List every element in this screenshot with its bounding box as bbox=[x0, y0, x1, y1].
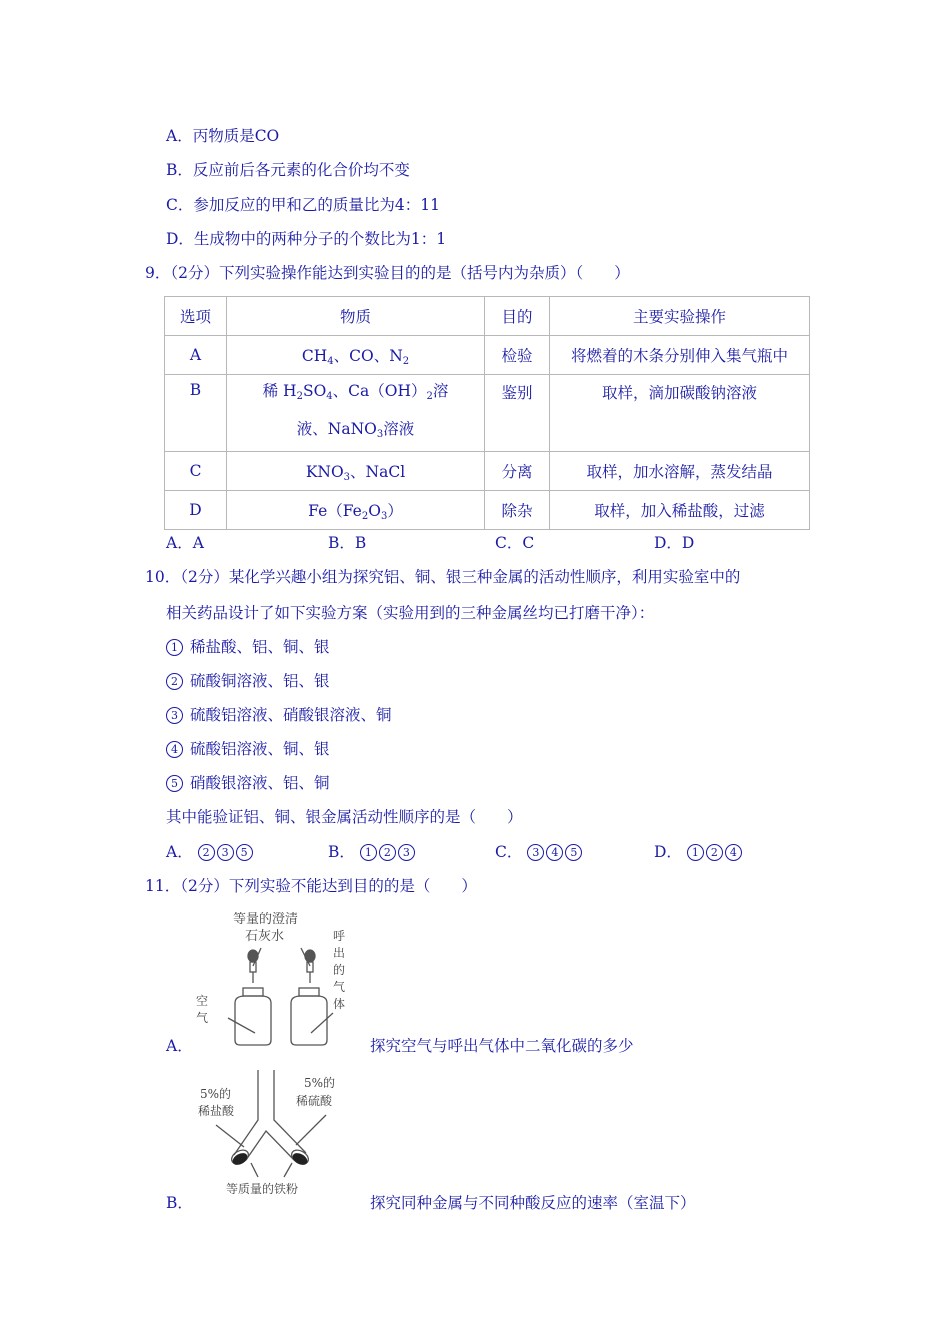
row-substance: $CH_4$、CO、$N_2$ bbox=[227, 336, 485, 375]
q10-scheme bbox=[166, 739, 329, 759]
q9-table bbox=[164, 296, 810, 530]
q11-figure-a bbox=[193, 908, 346, 1053]
row-goal: 鉴别 bbox=[485, 375, 550, 452]
q11-option-b-letter: B． bbox=[166, 1194, 193, 1212]
bottle-icon bbox=[228, 988, 271, 1045]
q11-option-a-text: 探究空气与呼出气体中二氧化碳的多少 bbox=[370, 1037, 634, 1055]
q10-answer-a bbox=[166, 842, 255, 862]
q8-option-d: D．生成物中的两种分子的个数比为1：1 bbox=[166, 230, 447, 248]
row-goal: 检验 bbox=[485, 336, 550, 375]
q11-figure-b bbox=[196, 1065, 356, 1200]
table-row bbox=[165, 375, 810, 452]
circled-number: 1 bbox=[687, 844, 704, 861]
row-option: B bbox=[165, 375, 227, 452]
row-goal: 分离 bbox=[485, 452, 550, 491]
row-operation: 将燃着的木条分别伸入集气瓶中 bbox=[550, 336, 810, 375]
fig-b-bottom: 等质量的铁粉 bbox=[226, 1182, 299, 1196]
circled-number: 2 bbox=[198, 844, 215, 861]
q9-answer-a: A．A bbox=[166, 534, 204, 552]
circled-number: 3 bbox=[527, 844, 544, 861]
fig-a-left-char: 空 bbox=[196, 994, 209, 1008]
fig-a-right-char: 的 bbox=[333, 963, 346, 977]
fig-a-label-top2: 石灰水 bbox=[245, 929, 285, 944]
row-substance: $Fe(Fe_2O_3)$ bbox=[227, 491, 485, 530]
circled-number: 4 bbox=[546, 844, 563, 861]
scheme-text: 稀盐酸、铝、铜、银 bbox=[189, 638, 330, 656]
circled-number: 1 bbox=[166, 639, 183, 656]
fig-a-right-char: 出 bbox=[333, 946, 346, 960]
q9-answer-b: B．B bbox=[328, 534, 367, 552]
q8-option-a: A．丙物质是CO bbox=[166, 127, 280, 145]
scheme-text: 硫酸铜溶液、铝、银 bbox=[189, 672, 330, 690]
fig-b-right2: 稀硫酸 bbox=[296, 1094, 333, 1108]
row-operation: 取样，加水溶解，蒸发结晶 bbox=[550, 452, 810, 491]
q10-answer-c bbox=[495, 842, 584, 862]
q9-stem: 9．（2分）下列实验操作能达到实验目的的是（括号内为杂质）（ ） bbox=[145, 264, 630, 282]
circled-number: 4 bbox=[725, 844, 742, 861]
q10-stem-line1: 10．（2分）某化学兴趣小组为探究铝、铜、银三种金属的活动性顺序，利用实验室中的 bbox=[145, 568, 741, 586]
circled-number: 3 bbox=[217, 844, 234, 861]
circled-number: 3 bbox=[166, 707, 183, 724]
fig-b-left2: 稀盐酸 bbox=[198, 1104, 235, 1118]
circled-number: 4 bbox=[166, 741, 183, 758]
q11-option-b-text: 探究同种金属与不同种酸反应的速率（室温下） bbox=[370, 1194, 696, 1212]
bottle-icon bbox=[291, 988, 333, 1045]
table-row bbox=[165, 452, 810, 491]
iron-powder-left bbox=[231, 1151, 250, 1168]
q9-answer-c: C．C bbox=[495, 534, 535, 552]
dropper-icon bbox=[301, 948, 315, 983]
fig-a-right-char: 呼 bbox=[333, 929, 346, 943]
row-operation: 取样，滴加碳酸钠溶液 bbox=[550, 375, 810, 452]
circled-number: 5 bbox=[166, 775, 183, 792]
row-substance: $KNO_3$、NaCl bbox=[227, 452, 485, 491]
header-substance: 物质 bbox=[227, 297, 485, 336]
answer-letter: C． bbox=[495, 843, 523, 861]
q10-scheme bbox=[166, 773, 329, 793]
circled-number: 2 bbox=[379, 844, 396, 861]
fig-a-left-char: 气 bbox=[196, 1011, 209, 1025]
q10-answer-b bbox=[328, 842, 417, 862]
dropper-icon bbox=[248, 948, 261, 983]
circled-number: 5 bbox=[236, 844, 253, 861]
circled-number: 5 bbox=[565, 844, 582, 861]
scheme-text: 硫酸铝溶液、铜、银 bbox=[189, 740, 330, 758]
q10-question: 其中能验证铝、铜、银金属活动性顺序的是（ ） bbox=[166, 808, 523, 826]
q10-stem-line2: 相关药品设计了如下实验方案（实验用到的三种金属丝均已打磨干净）： bbox=[166, 604, 655, 622]
q10-scheme bbox=[166, 637, 329, 657]
row-operation: 取样，加入稀盐酸，过滤 bbox=[550, 491, 810, 530]
table-row bbox=[165, 336, 810, 375]
iron-powder-right bbox=[291, 1151, 310, 1168]
circled-number: 2 bbox=[706, 844, 723, 861]
header-option: 选项 bbox=[165, 297, 227, 336]
scheme-text: 硝酸银溶液、铝、铜 bbox=[189, 774, 330, 792]
row-option: A bbox=[165, 336, 227, 375]
row-goal: 除杂 bbox=[485, 491, 550, 530]
circled-number: 3 bbox=[398, 844, 415, 861]
q9-answer-d: D．D bbox=[654, 534, 695, 552]
q8-option-b: B．反应前后各元素的化合价均不变 bbox=[166, 161, 410, 179]
circled-number: 1 bbox=[360, 844, 377, 861]
q11-stem: 11．（2分）下列实验不能达到目的的是（ ） bbox=[145, 877, 477, 895]
q10-scheme bbox=[166, 671, 329, 691]
fig-a-right-char: 气 bbox=[333, 980, 346, 994]
q10-answer-d bbox=[654, 842, 744, 862]
scheme-text: 硫酸铝溶液、硝酸银溶液、铜 bbox=[189, 706, 392, 724]
q10-scheme bbox=[166, 705, 391, 725]
header-goal: 目的 bbox=[485, 297, 550, 336]
table-header-row bbox=[165, 297, 810, 336]
row-substance: 稀 $H_2SO_4$、$Ca(OH)_2$溶 液、NaNO$_3$溶液 bbox=[227, 375, 485, 452]
circled-number: 2 bbox=[166, 673, 183, 690]
fig-b-right1: 5%的 bbox=[304, 1076, 336, 1090]
answer-letter: A． bbox=[166, 843, 193, 861]
fig-a-label-top: 等量的澄清 bbox=[233, 912, 299, 927]
answer-letter: D． bbox=[654, 843, 682, 861]
fig-a-right-char: 体 bbox=[333, 997, 346, 1011]
table-row bbox=[165, 491, 810, 530]
fig-b-left1: 5%的 bbox=[200, 1087, 232, 1101]
q11-option-a-letter: A． bbox=[166, 1037, 193, 1055]
row-option: C bbox=[165, 452, 227, 491]
header-operation: 主要实验操作 bbox=[550, 297, 810, 336]
row-option: D bbox=[165, 491, 227, 530]
fig-a-label-right bbox=[333, 929, 345, 1011]
answer-letter: B． bbox=[328, 843, 355, 861]
q8-option-c: C．参加反应的甲和乙的质量比为4：11 bbox=[166, 196, 440, 214]
